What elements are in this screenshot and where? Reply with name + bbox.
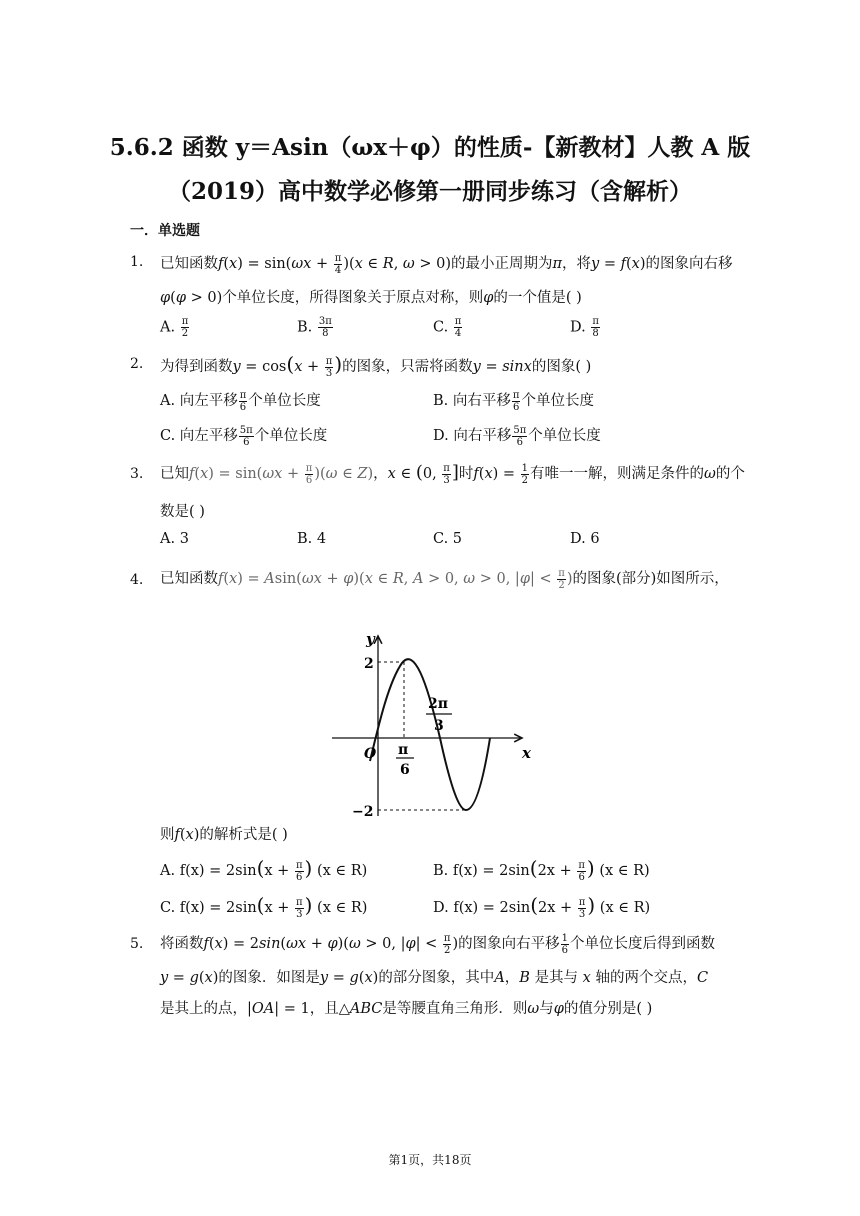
y-max-label: 2 <box>364 656 374 672</box>
sine-curve <box>370 659 490 810</box>
page-title-line2: （2019）高中数学必修第一册同步练习（含解析） <box>167 178 692 205</box>
option-b: B. 向右平移 $\frac{\pi}{6}$ 个单位长度 <box>433 389 594 413</box>
option-a: A. 3 <box>160 531 189 547</box>
question-5-line3: 是其上的点，|OA| = 1，且△ABC是等腰直角三角形．则ω与φ的值分别是( ) <box>160 1001 653 1017</box>
option-a: A. 向左平移 $\frac{\pi}{6}$ 个单位长度 <box>160 389 321 413</box>
tick-2pi-3-den: 3 <box>434 718 444 734</box>
question-5-line1: 将函数f(x) = 2sin(ωx + φ)(ω > 0, |φ| < $\frac{\pi}{2}$ )的图象向右平移 $\frac{1}{6}$ 个单位长度后得到函数 <box>160 932 716 956</box>
option-d: D. f(x) = 2sin(2x + $\frac{\pi}{3}$ ) (x ∈ R) <box>433 893 651 920</box>
option-c: C. 5 <box>433 531 463 547</box>
option-c: C. $\frac{\pi}{4}$ <box>433 316 462 339</box>
question-5-line2: y = g(x)的图象．如图是y = g(x)的部分图象，其中A，B 是其与 x 轴的两个交点，C <box>160 970 709 986</box>
option-d: D. 向右平移 $\frac{5\pi}{6}$ 个单位长度 <box>433 424 601 448</box>
question-1-line1: 已知函数f(x) = sin(ωx + $\frac{\pi}{4}$ )(x ∈ R, ω > 0)的最小正周期为π，将y = f(x)的图象向右移 <box>160 252 733 276</box>
question-4-line2: 则f(x)的解析式是( ) <box>160 827 288 843</box>
question-3-line2: 数是( ) <box>160 504 205 520</box>
y-axis-label: y <box>366 630 375 648</box>
tick-2pi-3-num: 2π <box>428 696 448 712</box>
origin-label: O <box>364 746 377 762</box>
tick-pi-6-num: π <box>398 742 409 758</box>
question-number: 1. <box>130 254 144 270</box>
question-number: 5. <box>130 936 144 952</box>
question-number: 3. <box>130 466 144 482</box>
question-2-line1: 为得到函数y = cos(x + $\frac{\pi}{3}$ )的图象，只需将函数y = sinx的图象( ) <box>160 352 592 379</box>
function-graph <box>330 628 540 824</box>
question-3-line1: 已知f(x) = sin(ωx + $\frac{\pi}{6}$ )(ω ∈ Z)，x ∈ (0, $\frac{\pi}{3}$ ]时f(x) = $\frac{1}{2}$ 有唯一一解，则满足条件的ω的个 <box>160 462 745 486</box>
option-b: B. $\frac{3\pi}{8}$ <box>297 316 332 339</box>
option-b: B. 4 <box>297 531 327 547</box>
question-4-line1: 已知函数f(x) = Asin(ωx + φ)(x ∈ R, A > 0, ω > 0, |φ| < $\frac{\pi}{2}$ )的图象(部分)如图所示， <box>160 567 729 591</box>
y-min-label: −2 <box>352 804 374 820</box>
question-1-line2: φ(φ > 0)个单位长度，所得图象关于原点对称，则φ的一个值是( ) <box>160 290 582 306</box>
option-a: A. $\frac{\pi}{2}$ <box>160 316 189 339</box>
option-b: B. f(x) = 2sin(2x + $\frac{\pi}{6}$ ) (x ∈ R) <box>433 856 650 883</box>
section-heading: 一．单选题 <box>130 223 200 239</box>
page-footer: 第1页，共18页 <box>388 1153 472 1167</box>
x-axis-label: x <box>522 744 531 762</box>
tick-pi-6-den: 6 <box>400 762 410 778</box>
question-number: 4. <box>130 572 144 588</box>
option-d: D. 6 <box>570 531 600 547</box>
option-a: A. f(x) = 2sin(x + $\frac{\pi}{6}$ ) (x ∈ R) <box>160 856 368 883</box>
option-c: C. 向左平移 $\frac{5\pi}{6}$ 个单位长度 <box>160 424 328 448</box>
question-number: 2. <box>130 356 144 372</box>
page-title-line1: 5.6.2 函数 y＝Asin（ωx＋φ）的性质-【新教材】人教 A 版 <box>109 134 751 161</box>
option-c: C. f(x) = 2sin(x + $\frac{\pi}{3}$ ) (x ∈ R) <box>160 893 368 920</box>
option-d: D. $\frac{\pi}{8}$ <box>570 316 599 339</box>
